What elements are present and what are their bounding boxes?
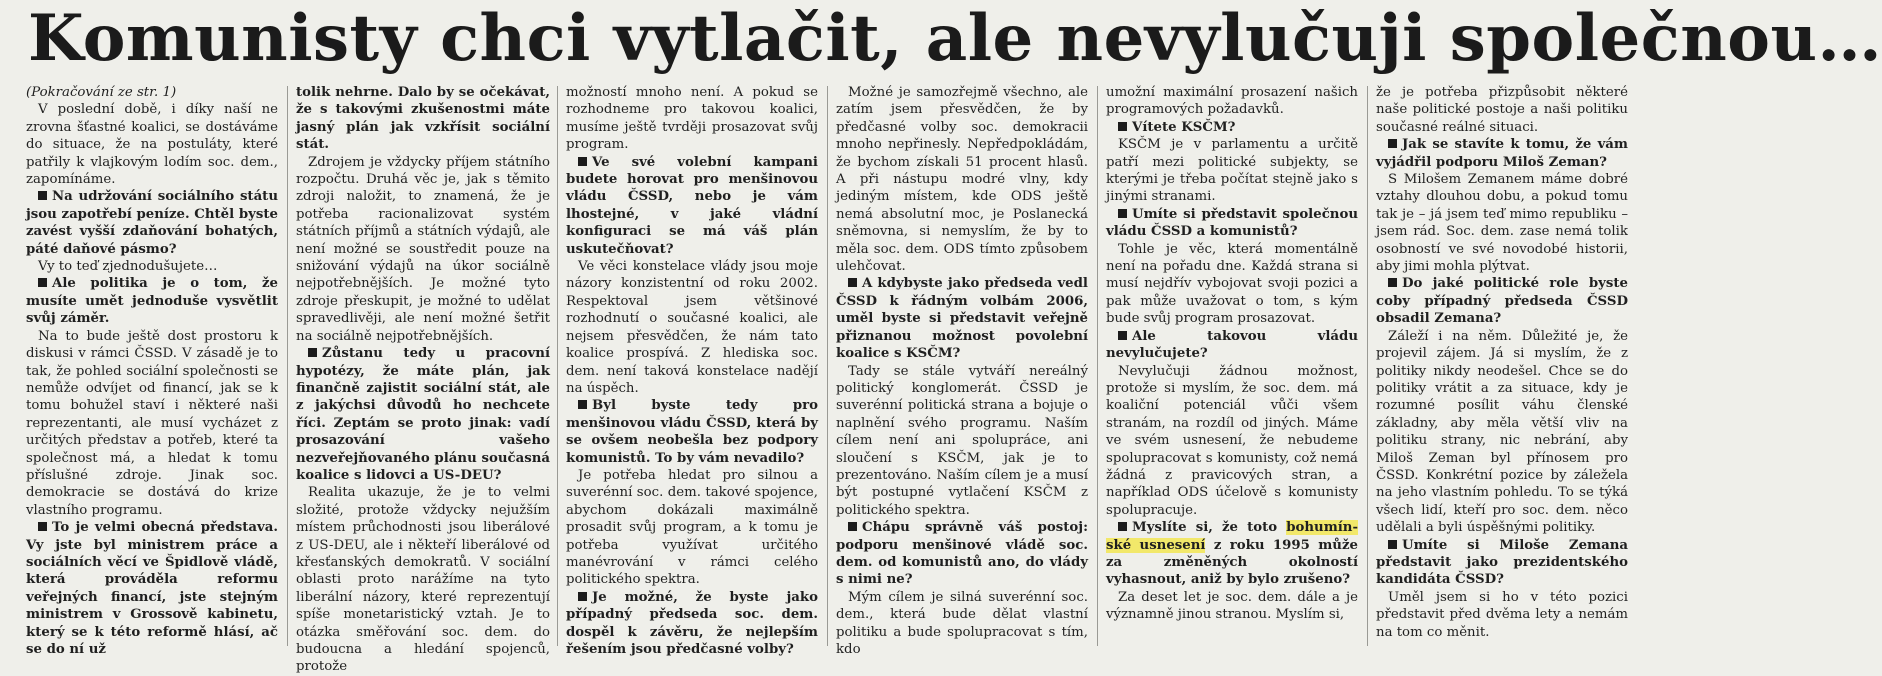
question: Ale takovou vládu nevylučujete? xyxy=(1106,328,1358,362)
answer: Uměl jsem si ho v této pozici představit před dvěma lety a nemám na tom co měnit. xyxy=(1376,589,1628,640)
answer: Za deset let je soc. dem. dále a je významně jinou stranou. Myslím si, xyxy=(1106,589,1358,623)
question: Zůstanu tedy u pracovní hypotézy, že máte plán, jak finančně zajistit sociální stát, ale z jakýchsi důvodů ho nechcete říci. Zeptám se proto jinak: vadí prosazování vašeho nezveřejňovaného plánu současná koalice s lidovci a US-DEU? xyxy=(296,346,550,483)
answer: Vy to teď zjednodušujete… xyxy=(38,259,218,275)
square-bullet-icon xyxy=(1118,209,1127,218)
square-bullet-icon xyxy=(38,191,47,200)
answer: Nevylučuji žádnou možnost, protože si myslím, že soc. dem. má koaliční potenciál vůči všem stranám, na rozdíl od jiných. Máme ve svém usnesení, že nebudeme spolupracovat s komunisty, což nemá žádná z pravicových stran, a například ODS účelově s komunisty spolupracuje. xyxy=(1106,363,1358,518)
answer: Tady se stále vytváří nereálný politický konglomerát. ČSSD je suverénní politická strana a bojuje o naplnění svého programu. Naším cílem není ani spolupráce, ani sloučení s KSČM, jak je to prezentováno. Naším cílem je a musí být postupné vytlačení KSČM z politického spektra. xyxy=(836,363,1088,518)
answer: S Milošem Zemanem máme dobré vztahy dlouhou dobu, a pokud tomu tak je – já jsem teď mimo republiku – jsem rád. Soc. dem. zase nemá tolik osobností ve své novodobé historii, aby jimi mohla plýtvat. xyxy=(1376,172,1628,275)
column-1 xyxy=(26,84,278,657)
column-6 xyxy=(1376,84,1628,652)
question: Ale politika je o tom, že musíte umět jednoduše vysvětlit svůj záměr. xyxy=(26,276,278,327)
square-bullet-icon xyxy=(308,348,317,357)
question: To je velmi obecná představa. Vy jste byl ministrem práce a sociálních věcí ve Špidlově vládě, která prováděla reformu veřejných financí, jste stejným ministrem v Grossově kabinetu, který se k této reformě hlásí, ač se do ní už xyxy=(26,520,278,657)
question: Jak se stavíte k tomu, že vám vyjádřil podporu Miloš Zeman? xyxy=(1376,137,1628,170)
question: Do jaké politické role byste coby případný předseda ČSSD obsadil Zemana? xyxy=(1376,276,1628,327)
answer: Mým cílem je silná suverénní soc. dem., která bude dělat vlastní politiku a bude spolupracovat s tím, kdo xyxy=(836,589,1088,657)
square-bullet-icon xyxy=(1388,139,1397,148)
column-2 xyxy=(296,84,550,675)
square-bullet-icon xyxy=(578,400,587,409)
answer: KSČM je v parlamentu a určitě patří mezi politické subjekty, se kterými je třeba počítat stejně jako s jinými stranami. xyxy=(1106,137,1358,205)
question: Chápu správně váš postoj: podporu menšinové vládě soc. dem. od komunistů ano, do vlády s nimi ne? xyxy=(836,520,1088,588)
answer: Záleží i na něm. Důležité je, že projevil zájem. Já si myslím, že z politiky nikdy neodešel. Chce se do politiky vrátit a za situace, kdy je rozumné posílit váhu členské základny, aby měla větší vliv na politiku strany, nic nebrání, aby Miloš Zeman byl přínosem pro ČSSD. Konkrétní pozice by záležela na jeho vlastním pohledu. To se týká všech lidí, kteří pro soc. dem. něco udělali a byli úspěšnými politiky. xyxy=(1376,328,1628,536)
square-bullet-icon xyxy=(1388,540,1397,549)
column-4 xyxy=(836,84,1088,657)
highlighted-text: bohumín- xyxy=(1286,520,1358,536)
answer: Možné je samozřejmě všechno, ale zatím jsem přesvědčen, že by předčasné volby soc. demokracii mnoho nepřinesly. Nepředpokládám, že bychom získali 51 procent hlasů. A při nástupu modré vlny, kdy jediným místem, kde ODS ještě nemá absolutní moc, je Poslanecká sněmovna, si nemyslím, že by to měla soc. dem. ODS tímto způsobem ulehčovat. xyxy=(836,85,1088,275)
continuation-note: (Pokračování ze str. 1) xyxy=(26,85,177,100)
answer: Realita ukazuje, že je to velmi složité, protože vždycky nejužším místem průchodnosti jsou liberálové z US-DEU, ale i někteří liberálové od křesťanských demokratů. V sociální oblasti proto narážíme na tyto liberální názory, které reprezentují spíše monetaristický vztah. Je to otázka směřování soc. dem. do budoucna a hledání spojenců, protože xyxy=(296,485,550,675)
square-bullet-icon xyxy=(1118,122,1127,131)
paragraph: V poslední době, i díky naší ne zrovna šťastné koalici, se dostáváme do situace, že na postuláty, které patřily k vlajkovým lodím soc. dem., zapomínáme. xyxy=(26,102,278,188)
answer-continued: umožní maximální prosazení našich programových požadavků. xyxy=(1106,85,1358,118)
question: Ve své volební kampani budete horovat pro menšinovou vládu ČSSD, nebo je vám lhostejné, v jaké vládní konfiguraci se má váš plán uskutečňovat? xyxy=(566,154,818,257)
highlighted-text: ské usnesení xyxy=(1106,537,1206,553)
square-bullet-icon xyxy=(1118,331,1127,340)
question: Umíte si představit společnou vládu ČSSD a komunistů? xyxy=(1106,206,1358,240)
question: Byl byste tedy pro menšinovou vládu ČSSD, která by se ovšem neobešla bez podpory komunistů. To by vám nevadilo? xyxy=(566,398,818,466)
answer-continued: že je potřeba přizpůsobit některé naše politické postoje a naši politiku současné reálné situaci. xyxy=(1376,85,1628,135)
question-continued: tolik nehrne. Dalo by se očekávat, že s takovými zkušenostmi máte jasný plán jak vzkřísit sociální stát. xyxy=(296,85,550,153)
article-body xyxy=(26,84,1694,675)
square-bullet-icon xyxy=(38,278,47,287)
answer: Je potřeba hledat pro silnou a suverénní soc. dem. takové spojence, abychom dokázali maximálně prosadit svůj program, a k tomu je potřeba využívat určitého manévrování v rámci celého politického spektra. xyxy=(566,467,818,588)
answer: Na to bude ještě dost prostoru k diskusi v rámci ČSSD. V zásadě je to tak, že pohled sociální společnosti se nemůže odvíjet od financí, jak se k tomu bohužel staví i některé naši reprezentanti, ale musí vycházet z určitých představ a potřeb, které ta společnost má, a hledat k tomu příslušné zdroje. Jinak soc. demokracie se dostává do krize vlastního programu. xyxy=(26,328,278,518)
question: Umíte si Miloše Zemana představit jako prezidentského kandidáta ČSSD? xyxy=(1376,537,1628,588)
answer-continued: možností mnoho není. A pokud se rozhodneme pro takovou koalici, musíme ještě tvrději prosazovat svůj program. xyxy=(566,85,818,153)
square-bullet-icon xyxy=(1388,278,1397,287)
square-bullet-icon xyxy=(848,278,857,287)
question: A kdybyste jako předseda vedl ČSSD k řádným volbám 2006, uměl byste si představit veřejně přiznanou možnost povolební koalice s KSČM? xyxy=(836,276,1088,362)
column-5 xyxy=(1106,84,1358,652)
square-bullet-icon xyxy=(578,157,587,166)
answer: Ve věci konstelace vlády jsou moje názory konzistentní od roku 2002. Respektoval jsem většinové rozhodnutí o současné koalici, ale nejsem přesvědčen, že nám tato koalice prospívá. Z hlediska soc. dem. není taková konstelace nadějí na úspěch. xyxy=(566,259,818,396)
answer: Zdrojem je vždycky příjem státního rozpočtu. Druhá věc je, jak s těmito zdroji naložit, to znamená, že je potřeba racionalizovat systém státních příjmů a státních výdajů, ale není možné se soustředit pouze na snižování výdajů na úkor sociálně nejpotřebnějších. Je možné tyto zdroje přeskupit, je možné to udělat spravedlivěji, ale není možné šetřit na sociálně nejpotřebnějších. xyxy=(296,154,550,344)
headline: Komunisty chci vytlačit, ale nevylučuji společnou… xyxy=(28,1,1882,76)
question: Myslíte si, že toto bohumín-ské usnesení z roku 1995 může za změněných okolností vyhasnout, aniž by bylo zrušeno? xyxy=(1106,520,1358,588)
square-bullet-icon xyxy=(578,592,587,601)
question: Je možné, že byste jako případný předseda soc. dem. dospěl k závěru, že nejlepším řešením jsou předčasné volby? xyxy=(566,589,818,657)
answer: Tohle je věc, která momentálně není na pořadu dne. Každá strana si musí nejdřív vybojovat svoji pozici a pak může uvažovat o tom, s kým bude svůj program prosazovat. xyxy=(1106,241,1358,327)
question: Na udržování sociálního státu jsou zapotřebí peníze. Chtěl byste zavést vyšší zdaňování bohatých, páté daňové pásmo? xyxy=(26,189,278,257)
square-bullet-icon xyxy=(848,522,857,531)
question: Vítete KSČM? xyxy=(1106,119,1358,136)
column-3 xyxy=(566,84,818,657)
square-bullet-icon xyxy=(38,522,47,531)
square-bullet-icon xyxy=(1118,522,1127,531)
